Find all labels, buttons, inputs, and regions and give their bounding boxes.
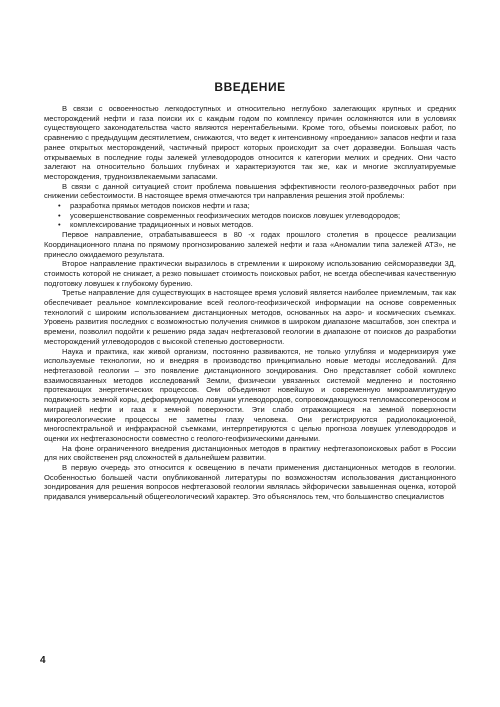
paragraph-4: Второе направление практически выразилось в стремлении к широкому использованию сейсморазведки 3Д, стоимость которой не снижает, а резко повышает стоимость поисковых работ, не всегда обеспечивая качественную подготовку ловушек к глубокому бурению. <box>44 259 456 288</box>
page-title: ВВЕДЕНИЕ <box>214 80 286 94</box>
paragraph-7: На фоне ограниченного внедрения дистанционных методов в практику нефтегазопоисковых работ в России для них свойственен ряд сложностей в дальнейшем развитии. <box>44 443 456 463</box>
list-item: • комплексирование традиционных и новых методов. <box>70 220 456 230</box>
directions-list <box>44 201 456 230</box>
paragraph-6: Наука и практика, как живой организм, постоянно развиваются, не только углубляя и модернизируя уже используемые технологии, но и внедряя в производство принципиально новые методы исследований. Для нефтегазовой геологии – это появление дистанционного зондирования. Оно представляет собой комплекс взаимосвязанных методов исследований Земли, физически увязанных системой медленно и постоянно протекающих энергетических процессов. Они объединяют новейшую и современную микроамплитудную подвижность земной коры, деформирующую ловушки углеводородов, сопровождающуюся тепломассопереносом и миграцией нефти и газа к земной поверхности. Эти слабо отражающиеся на земной поверхности микрогеологические процессы не заметны глазу человека. Они регистрируются радиолокационной, многоспектральной и инфракрасной съемками, интерпретируются с целью прогноза ловушек углеводородов и оценки их нефтегазоносности совместно с геолого-геофизическими данными. <box>44 346 456 443</box>
paragraph-2: В связи с данной ситуацией стоит проблема повышения эффективности геолого-разведочных работ при снижении себестоимости. В настоящее время отмечаются три направления решения этой проблемы: <box>44 181 456 201</box>
paragraph-3: Первое направление, отрабатывавшееся в 80 -х годах прошлого столетия в процессе реализации Координационного плана по прямому прогнозированию залежей нефти и газа «Аномалии типа залежей АТЗ», не принесло ожидаемого результата. <box>44 230 456 259</box>
page-number: 4 <box>40 655 46 666</box>
list-item: • разработка прямых методов поисков нефти и газа; <box>70 201 456 211</box>
paragraph-1: В связи с освоенностью легкодоступных и относительно неглубоко залегающих крупных и средних месторождений нефти и газа поиски их с каждым годом по комплексу причин осложняются или в условиях существующего законодательства часто являются нерентабельными. Кроме того, объемы поисковых работ, по сравнению с предыдущим десятилетием, снижаются, что ведет к интенсивному «проеданию» запасов нефти и газа ранее открытых месторождений, частичный прирост которых происходит за счет доразведки. Большая часть открываемых в последние годы залежей углеводородов относится к категории мелких и средних. Они часто залегают на относительно больших глубинах и характеризуются так же, как и многие эксплуатируемые месторождения, трудноизвлекаемыми запасами. <box>44 104 456 181</box>
paragraph-8: В первую очередь это относится к освещению в печати применения дистанционных методов в геологии. Особенностью большей части опубликованной литературы по возможностям использования дистанционного зондирования для решения вопросов нефтегазовой геологии являлась эйфорически завышенная оценка, которой придавался универсальный общегеологический характер. Это объяснялось тем, что большинство специалистов <box>44 463 456 502</box>
body-text <box>44 104 456 502</box>
paragraph-5: Третье направление для существующих в настоящее время условий является наиболее приемлемым, так как обеспечивает реальное комплексирование всей геолого-геофизической информации на основе современных технологий с широким использованием дистанционных методов, основанных на аэро- и космических съемках. Уровень развития последних с возможностью получения снимков в широком диапазоне масштабов, зон спектра и времени, позволил подойти к решению ряда задач нефтегазовой геологии в диапазоне от поисков до разработки месторождений углеводородов с высокой степенью достоверности. <box>44 288 456 346</box>
list-item: • усовершенствование современных геофизических методов поисков ловушек углеводородов; <box>70 211 456 221</box>
